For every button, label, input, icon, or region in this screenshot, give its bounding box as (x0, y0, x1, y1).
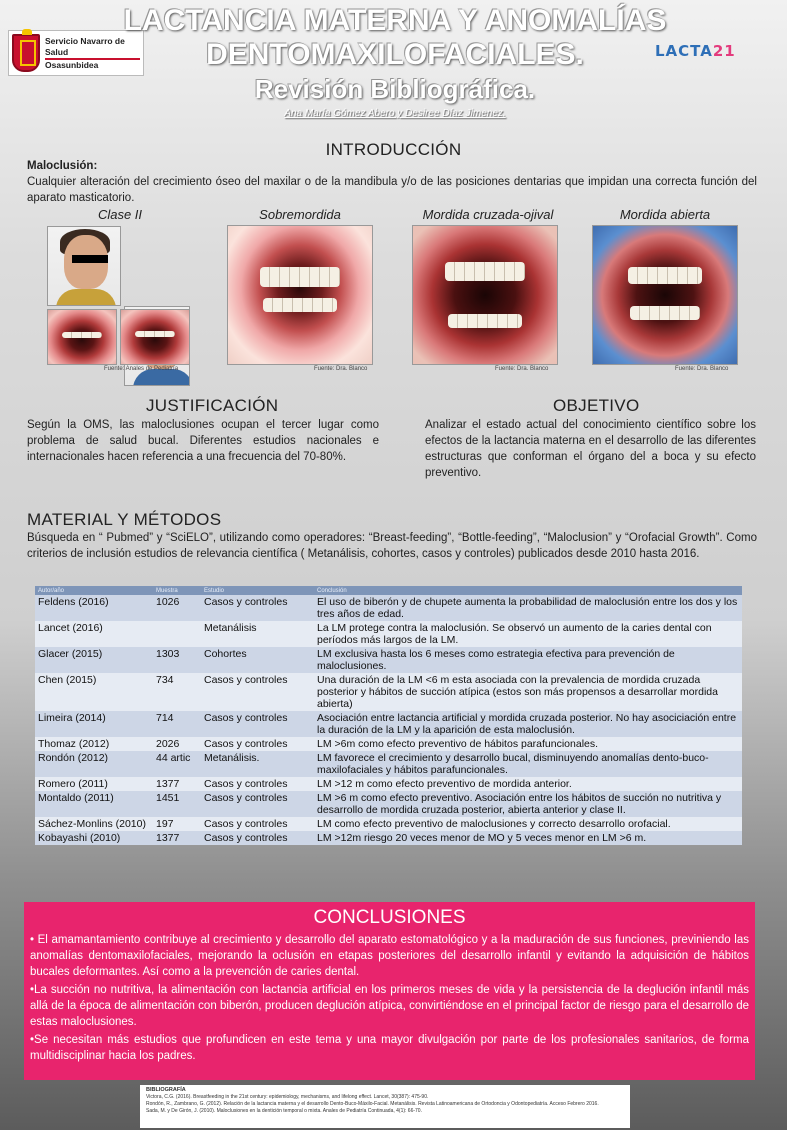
caption-clase-ii: Clase II (97, 207, 143, 222)
table-row (35, 817, 742, 831)
table-row (35, 595, 742, 621)
cell-conclusion: La LM protege contra la maloclusión. Se observó un aumento de la caries dental con períodos más largos de la LM. (314, 621, 742, 647)
title-line1: LACTANCIA MATERNA Y ANOMALÍAS (123, 4, 667, 37)
cell-muestra: 1377 (153, 831, 201, 845)
cell-muestra: 1377 (153, 777, 201, 791)
cell-conclusion: LM exclusiva hasta los 6 meses como estrategia efectiva para prevención de maloclusiones. (314, 647, 742, 673)
col-header-estudio: Estudio (201, 586, 314, 595)
cell-estudio: Metanálisis. (201, 751, 314, 777)
cell-estudio: Casos y controles (201, 737, 314, 751)
studies-table (35, 586, 742, 845)
cell-estudio: Casos y controles (201, 791, 314, 817)
logo-line2: Osasunbidea (45, 59, 99, 70)
cell-estudio: Casos y controles (201, 817, 314, 831)
cell-muestra: 714 (153, 711, 201, 737)
cell-estudio: Casos y controles (201, 673, 314, 711)
cell-conclusion: LM >12 m como efecto preventivo de mordida anterior. (314, 777, 742, 791)
conclusion-item: •Se necesitan más estudios que profundicen en este tema y una mayor divulgación por parte de los profesionales sanitarios, de forma multidisciplinar hacia los padres. (30, 1034, 749, 1062)
lacta-number: 21 (712, 42, 736, 60)
cell-autor: Montaldo (2011) (35, 791, 153, 817)
photo-sobremordida (227, 225, 373, 365)
cell-muestra: 1451 (153, 791, 201, 817)
navarra-shield-icon (12, 34, 40, 72)
cell-muestra: 734 (153, 673, 201, 711)
cell-autor: Rondón (2012) (35, 751, 153, 777)
intro-heading: INTRODUCCIÓN (325, 140, 462, 159)
cell-estudio: Cohortes (201, 647, 314, 673)
cell-conclusion: Asociación entre lactancia artificial y mordida cruzada posterior. No hay asociciación entre la duración de la LM y la aparición de esta maloclusión. (314, 711, 742, 737)
justificacion-heading: JUSTIFICACIÓN (146, 396, 279, 415)
caption-mordida-abierta: Mordida abierta (619, 207, 711, 222)
col-header-autor: Autor/año (35, 586, 153, 595)
cell-autor: Lancet (2016) (35, 621, 153, 647)
cell-conclusion: El uso de biberón y de chupete aumenta la probabilidad de maloclusión entre los dos y los tres años de edad. (314, 595, 742, 621)
source-2: Fuente: Dra. Blanco (314, 366, 368, 372)
bibliografia-box (140, 1085, 630, 1128)
table-header-row (35, 586, 742, 595)
conclusion-item: •La succión no nutritiva, la alimentación con lactancia artificial en los primeros meses de vida y la persistencia de la deglución infantil más allá de la época de alimentación con biberón, producen deglución atípica, convirtiéndose en el principal factor de riesgo para el desarrollo de estas maloclusiones. (30, 984, 749, 1028)
table-row (35, 711, 742, 737)
cell-autor: Feldens (2016) (35, 595, 153, 621)
title-line3: Revisión Bibliográfica. (254, 74, 536, 104)
photo-mordida-cruzada (412, 225, 558, 365)
lacta-text: LACTA (655, 42, 713, 60)
metodos-heading: MATERIAL Y MÉTODOS (27, 510, 222, 529)
table-row (35, 621, 742, 647)
caption-sobremordida: Sobremordida (259, 207, 341, 222)
cell-estudio: Casos y controles (201, 595, 314, 621)
biblio-item: Rondón, R., Zambrano, G. (2012). Relación de la lactancia materna y el desarrollo Dento-Buco-Máxilo-Facial. Metanálisis. Revista Latinoamericana de Ortodoncia y Odontopediatría. Acceso Febrero 2016. (146, 1101, 599, 1107)
logo-line1: Servicio Navarro de Salud (45, 36, 140, 60)
cell-muestra: 2026 (153, 737, 201, 751)
photo-clase-ii-front (47, 226, 121, 306)
cell-conclusion: Una duración de la LM <6 m esta asociada con la prevalencia de mordida cruzada posterior y hábitos de succión atípica (estos son más propensos a desarrollar mordida abierta) (314, 673, 742, 711)
source-3: Fuente: Dra. Blanco (495, 366, 549, 372)
intro-text: Cualquier alteración del crecimiento óseo del maxilar o de la mandibula y/o de las posiciones dentarias que impidan una correcta función del aparato masticatorio. (27, 176, 757, 204)
cell-muestra: 197 (153, 817, 201, 831)
conclusiones-box (24, 902, 755, 1080)
metodos-text: Búsqueda en “ Pubmed” y “SciELO”, utilizando como operadores: “Breast-feeding”, “Bottle-feeding”, “Maloclusion” y “Orofacial Growth”. Como criterios de inclusión estudios de relevancia científica ( Metanálisis, cohortes, casos y controles) publicados desde 2010 hasta 2016. (27, 532, 757, 560)
bibliografia-heading: BIBLIOGRAFÍA (146, 1087, 186, 1093)
cell-autor: Thomaz (2012) (35, 737, 153, 751)
cell-conclusion: LM >6m como efecto preventivo de hábitos parafuncionales. (314, 737, 742, 751)
caption-mordida-cruzada: Mordida cruzada-ojival (422, 207, 554, 222)
table-row (35, 791, 742, 817)
cell-autor: Romero (2011) (35, 777, 153, 791)
conclusiones-heading: CONCLUSIONES (313, 907, 466, 928)
cell-autor: Kobayashi (2010) (35, 831, 153, 845)
title-line2: DENTOMAXILOFACIALES. (206, 38, 584, 71)
source-4: Fuente: Dra. Blanco (675, 366, 729, 372)
cell-muestra (153, 621, 201, 647)
col-header-muestra: Muestra (153, 586, 201, 595)
cell-conclusion: LM como efecto preventivo de maloclusiones y correcto desarrollo orofacial. (314, 817, 742, 831)
biblio-item: Sada, M. y De Girón, J. (2010). Maloclusiones en la dentición temporal o mixta. Anales de Pediatría Continuada, 4(1): 66-70. (146, 1108, 422, 1114)
conclusion-item: • El amamantamiento contribuye al crecimiento y desarrollo del aparato estomatológico y a la maduración de sus funciones, previniendo las anomalías dentomaxilofaciales, mejorando la oclusión en etapas posteriores del desarrollo infantil y evitando la adquisición de hábitos bucales deformantes. Así como a la prevención de caries dental. (30, 934, 749, 978)
biblio-item: Victora, C.G. (2016). Breastfeeding in the 21st century: epidemiology, mechanisms, and lifelong effect. Lancet, 30(387): 475-90. (146, 1094, 429, 1100)
objetivo-text: Analizar el estado actual del conocimiento científico sobre los efectos de la lactancia materna en el desarrollo de las diferentes estructuras que conforman el órgano del a boca y su efecto preventivo. (425, 419, 756, 479)
cell-estudio: Casos y controles (201, 777, 314, 791)
cell-conclusion: LM >6 m como efecto preventivo. Asociación entre los hábitos de succión no nutritiva y desarrollo de mordida cruzada posterior, abierta anterior y clase II. (314, 791, 742, 817)
photo-clase-ii-intraoral-2 (120, 309, 190, 365)
table-row (35, 751, 742, 777)
cell-conclusion: LM favorece el crecimiento y desarrollo bucal, disminuyendo anomalías dento-buco-maxilofaciales y hábitos parafuncionales. (314, 751, 742, 777)
intro-subheading: Maloclusión: (27, 160, 98, 172)
cell-muestra: 1026 (153, 595, 201, 621)
cell-estudio: Casos y controles (201, 711, 314, 737)
cell-autor: Chen (2015) (35, 673, 153, 711)
source-1: Fuente: Anales de Pediatría (104, 366, 179, 372)
cell-estudio: Metanálisis (201, 621, 314, 647)
authors: Ana María Gómez Abero y Desiree Díaz Jimenez. (284, 108, 506, 119)
table-row (35, 647, 742, 673)
table-row (35, 737, 742, 751)
objetivo-heading: OBJETIVO (553, 396, 640, 415)
cell-autor: Sáchez-Monlins (2010) (35, 817, 153, 831)
cell-muestra: 1303 (153, 647, 201, 673)
cell-autor: Glacer (2015) (35, 647, 153, 673)
col-header-conclusion: Conclusión (314, 586, 742, 595)
cell-muestra: 44 artic (153, 751, 201, 777)
photo-mordida-abierta (592, 225, 738, 365)
justificacion-text: Según la OMS, las maloclusiones ocupan el tercer lugar como problema de salud bucal. Diferentes estudios nacionales e internacionales hacen referencia a una frecuencia del 70-80%. (27, 419, 379, 463)
table-row (35, 673, 742, 711)
cell-estudio: Casos y controles (201, 831, 314, 845)
table-row (35, 777, 742, 791)
cell-conclusion: LM >12m riesgo 20 veces menor de MO y 5 veces menor en LM >6 m. (314, 831, 742, 845)
table-row (35, 831, 742, 845)
cell-autor: Limeira (2014) (35, 711, 153, 737)
photo-clase-ii-intraoral-1 (47, 309, 117, 365)
lacta21-logo (655, 42, 736, 60)
